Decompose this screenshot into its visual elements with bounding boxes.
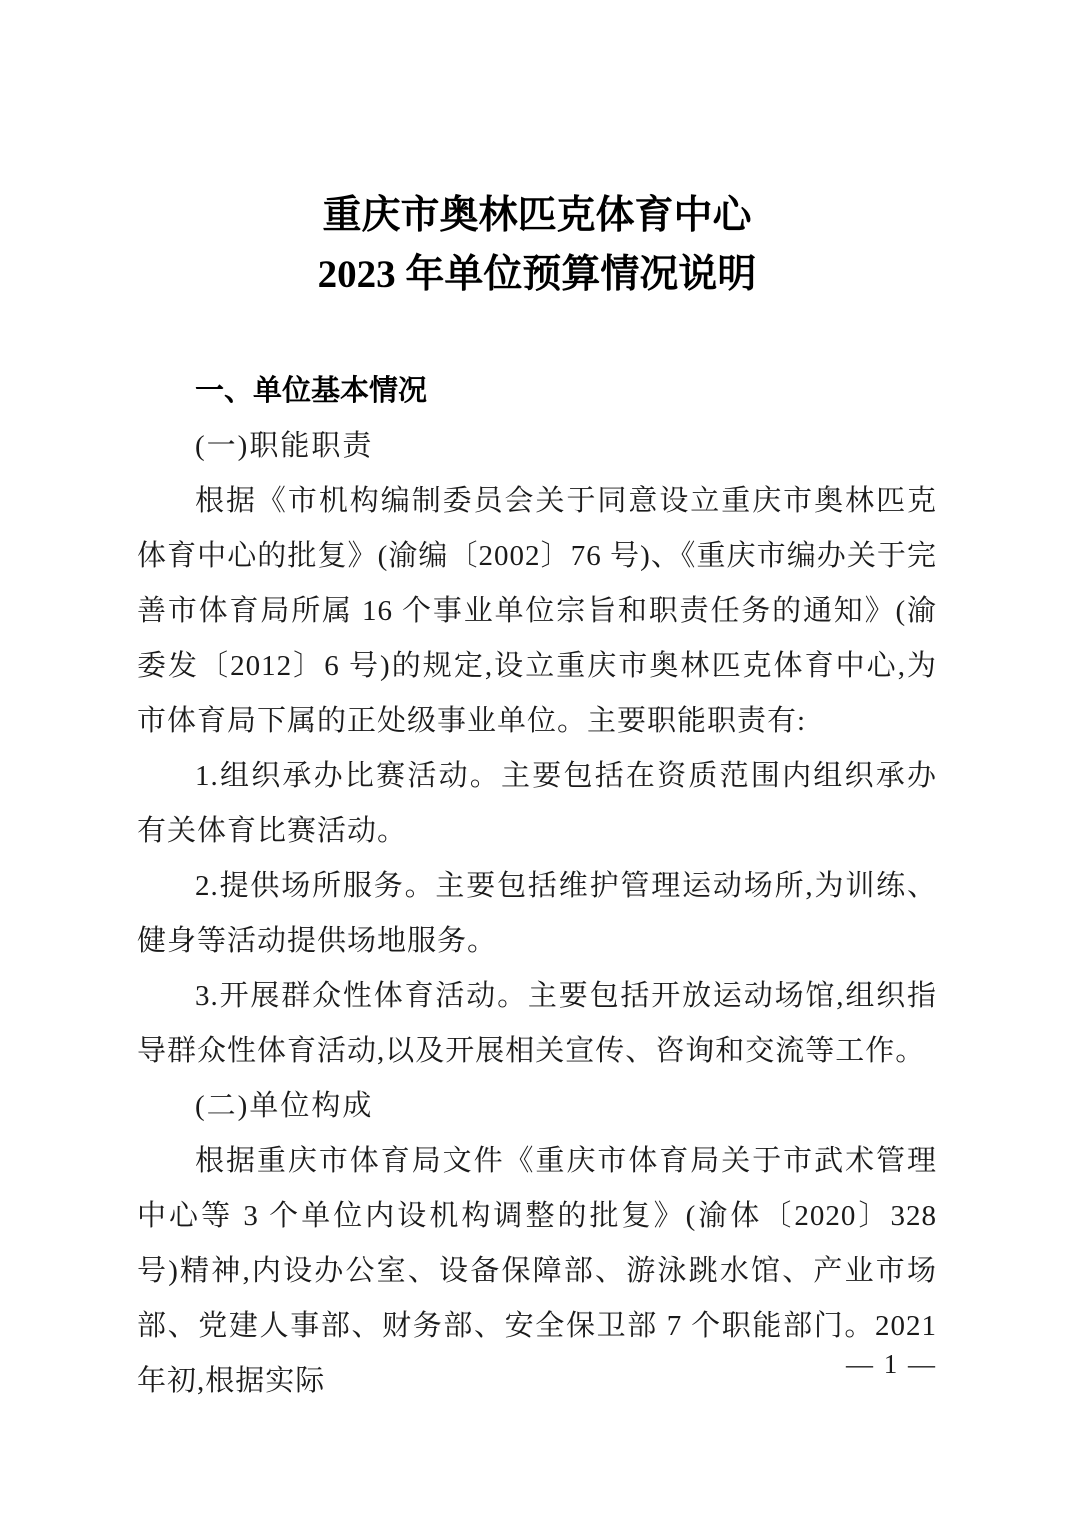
- title-line-1: 重庆市奥林匹克体育中心: [322, 194, 752, 237]
- section-heading-basic-info: 一、单位基本情况: [195, 375, 428, 407]
- paragraph-duties-intro: 根据《市机构编制委员会关于同意设立重庆市奥林匹克体育中心的批复》(渝编〔2002〕76 号)、《重庆市编办关于完善市体育局所属 16 个事业单位宗旨和职责任务的通知》(渝委发〔2012〕6 号)的规定,设立重庆市奥林匹克体育中心,为市体育局下属的正处级事业单位。主要职能职责有:: [137, 485, 937, 737]
- paragraph-duty-1: 1.组织承办比赛活动。主要包括在资质范围内组织承办有关体育比赛活动。: [137, 760, 937, 847]
- page-number: — 1 —: [846, 1349, 937, 1379]
- document-title: [0, 0, 1074, 304]
- document-body: [137, 364, 937, 1409]
- paragraph-duty-2: 2.提供场所服务。主要包括维护管理运动场所,为训练、健身等活动提供场地服务。: [137, 870, 937, 957]
- paragraph-duty-3: 3.开展群众性体育活动。主要包括开放运动场馆,组织指导群众性体育活动,以及开展相关宣传、咨询和交流等工作。: [137, 980, 937, 1067]
- paragraph-composition: 根据重庆市体育局文件《重庆市体育局关于市武术管理中心等 3 个单位内设机构调整的批复》(渝体〔2020〕328 号)精神,内设办公室、设备保障部、游泳跳水馆、产业市场部、党建人事部、财务部、安全保卫部 7 个职能部门。2021 年初,根据实际: [137, 1145, 937, 1397]
- subsection-heading-composition: (二)单位构成: [195, 1090, 374, 1122]
- subsection-heading-duties: (一)职能职责: [195, 430, 374, 462]
- title-line-2: 2023 年单位预算情况说明: [317, 253, 757, 296]
- page-footer: [846, 1344, 937, 1384]
